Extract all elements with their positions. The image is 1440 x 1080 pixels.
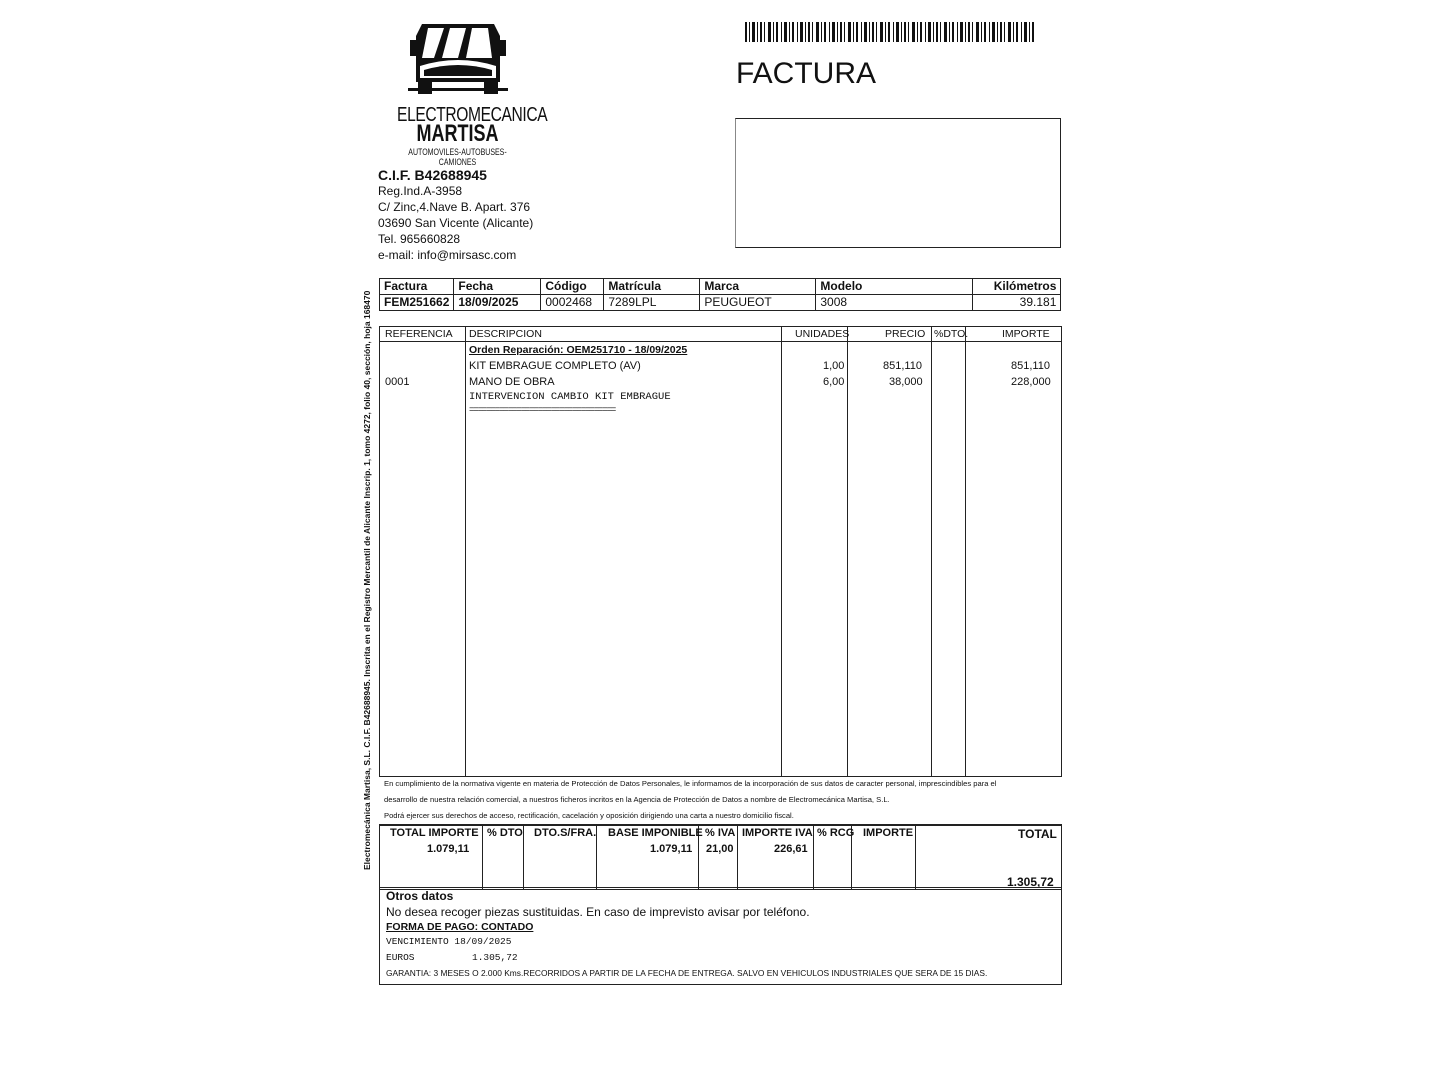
label-factura: Factura bbox=[380, 279, 454, 295]
customer-address-box bbox=[735, 118, 1061, 248]
column-divider bbox=[737, 826, 738, 889]
total-value: 1.305,72 bbox=[1007, 875, 1054, 889]
column-divider bbox=[931, 327, 932, 776]
company-tel: Tel. 965660828 bbox=[378, 232, 461, 246]
column-divider bbox=[482, 826, 483, 889]
euros-label: EUROS bbox=[386, 952, 415, 963]
label-rcg-pct: % RCG bbox=[817, 827, 855, 839]
company-reg: Reg.Ind.A-3958 bbox=[378, 184, 463, 198]
euros-value: 1.305,72 bbox=[472, 952, 518, 963]
other-data-title: Otros datos bbox=[386, 889, 454, 903]
company-city: 03690 San Vicente (Alicante) bbox=[378, 216, 534, 230]
privacy-line-3: Podrá ejercer sus derechos de acceso, rectificación, cacelación y oposición dirigiendo una carta a nuestro domicilio fiscal. bbox=[384, 811, 794, 820]
label-iva-pct: % IVA bbox=[705, 827, 736, 839]
item-price: 851,110 bbox=[883, 360, 922, 372]
payment-method: FORMA DE PAGO: CONTADO bbox=[386, 921, 534, 933]
barcode-icon bbox=[745, 22, 1035, 42]
column-divider bbox=[813, 826, 814, 889]
col-precio: PRECIO bbox=[885, 328, 926, 340]
due-date: VENCIMIENTO 18/09/2025 bbox=[386, 936, 512, 947]
warranty-text: GARANTIA: 3 MESES O 2.000 Kms.RECORRIDOS A PARTIR DE LA FECHA DE ENTREGA. SALVO EN VEHICULOS INDUSTRIALES QUE SERA DE 15 DIAS. bbox=[386, 968, 988, 978]
column-divider bbox=[915, 826, 916, 889]
label-base-imponible: BASE IMPONIBLE bbox=[608, 827, 703, 839]
registry-side-text: Electromecánica Martisa, S.L. C.I.F. B42688945. Inscrita en el Registro Mercantil de Alicante Inscrip. 1, tomo 4272, folio 40, sección, hoja 168470 bbox=[362, 290, 372, 870]
column-divider bbox=[596, 826, 597, 889]
col-unidades: UNIDADES bbox=[795, 328, 850, 340]
privacy-line-2: desarrollo de nuestra relación comercial, a nuestros ficheros incritos en la Agencia de Protección de Datos a nombre de Electromecánica Martisa, S.L. bbox=[384, 795, 890, 804]
company-cif: C.I.F. B42688945 bbox=[378, 167, 487, 183]
label-kilometros: Kilómetros bbox=[973, 279, 1061, 295]
section-divider bbox=[380, 887, 1061, 888]
header-divider bbox=[380, 341, 1061, 342]
iva-pct-value: 21,00 bbox=[706, 843, 734, 855]
column-divider bbox=[465, 327, 466, 776]
base-imponible-value: 1.079,11 bbox=[650, 843, 693, 855]
company-address: C/ Zinc,4.Nave B. Apart. 376 bbox=[378, 200, 531, 214]
label-dto-pct: % DTO bbox=[487, 827, 523, 839]
column-divider bbox=[523, 826, 524, 889]
logo-line-2: MARTISA bbox=[416, 120, 499, 147]
company-email: e-mail: info@mirsasc.com bbox=[378, 248, 517, 262]
vehicle-plate: 7289LPL bbox=[604, 295, 700, 311]
client-code: 0002468 bbox=[541, 295, 604, 311]
logo-tagline: AUTOMOVILES-AUTOBUSES-CAMIONES bbox=[408, 147, 507, 167]
item-description: MANO DE OBRA bbox=[469, 376, 555, 388]
column-divider bbox=[781, 327, 782, 776]
invoice-number: FEM251662 bbox=[380, 295, 454, 311]
item-units: 1,00 bbox=[823, 360, 845, 372]
label-modelo: Modelo bbox=[816, 279, 973, 295]
other-data-section bbox=[379, 887, 1062, 985]
header-labels-row bbox=[380, 279, 1061, 295]
item-units: 6,00 bbox=[823, 376, 845, 388]
column-divider bbox=[965, 327, 966, 776]
vehicle-brand: PEUGUEOT bbox=[700, 295, 816, 311]
company-logo bbox=[380, 18, 548, 167]
column-divider bbox=[847, 327, 848, 776]
label-total: TOTAL bbox=[1018, 827, 1057, 841]
label-importe: IMPORTE bbox=[863, 827, 914, 839]
logo-line-1: ELECTROMECANICA bbox=[397, 104, 548, 126]
label-marca: Marca bbox=[700, 279, 816, 295]
vehicle-km: 39.181 bbox=[973, 295, 1061, 311]
label-total-importe: TOTAL IMPORTE bbox=[390, 827, 479, 839]
label-importe-iva: IMPORTE IVA bbox=[742, 827, 813, 839]
item-price: 38,000 bbox=[889, 376, 923, 388]
item-reference: 0001 bbox=[385, 376, 410, 388]
document-title: FACTURA bbox=[736, 57, 877, 90]
truck-icon bbox=[408, 18, 508, 100]
item-amount: 228,000 bbox=[1011, 376, 1051, 388]
item-separator: ================================== bbox=[469, 405, 616, 415]
label-fecha: Fecha bbox=[454, 279, 541, 295]
vehicle-model: 3008 bbox=[816, 295, 973, 311]
importe-iva-value: 226,61 bbox=[774, 843, 808, 855]
invoice-header-table bbox=[379, 278, 1061, 311]
col-dto: %DTO. bbox=[934, 328, 969, 340]
col-descripcion: DESCRIPCION bbox=[469, 328, 542, 340]
invoice-date: 18/09/2025 bbox=[454, 295, 541, 311]
items-table bbox=[379, 326, 1062, 777]
privacy-notice bbox=[384, 776, 1054, 824]
header-values-row bbox=[380, 295, 1061, 311]
label-dto-fra: DTO.S/FRA. bbox=[534, 827, 597, 839]
total-importe-value: 1.079,11 bbox=[427, 843, 470, 855]
totals-table bbox=[379, 824, 1062, 890]
label-matricula: Matrícula bbox=[604, 279, 700, 295]
item-note: INTERVENCION CAMBIO KIT EMBRAGUE bbox=[469, 391, 671, 403]
col-referencia: REFERENCIA bbox=[385, 328, 453, 340]
label-codigo: Código bbox=[541, 279, 604, 295]
other-data-note: No desea recoger piezas sustituidas. En caso de imprevisto avisar por teléfono. bbox=[386, 905, 810, 919]
company-details bbox=[378, 167, 533, 263]
col-importe: IMPORTE bbox=[1002, 328, 1050, 340]
item-description: KIT EMBRAGUE COMPLETO (AV) bbox=[469, 360, 641, 372]
privacy-line-1: En cumplimiento de la normativa vigente en materia de Protección de Datos Personales, le informamos de la incorporación de sus datos de caracter personal, imprescindibles para el bbox=[384, 779, 997, 788]
item-amount: 851,110 bbox=[1011, 360, 1050, 372]
repair-order-line: Orden Reparación: OEM251710 - 18/09/2025 bbox=[469, 344, 688, 356]
